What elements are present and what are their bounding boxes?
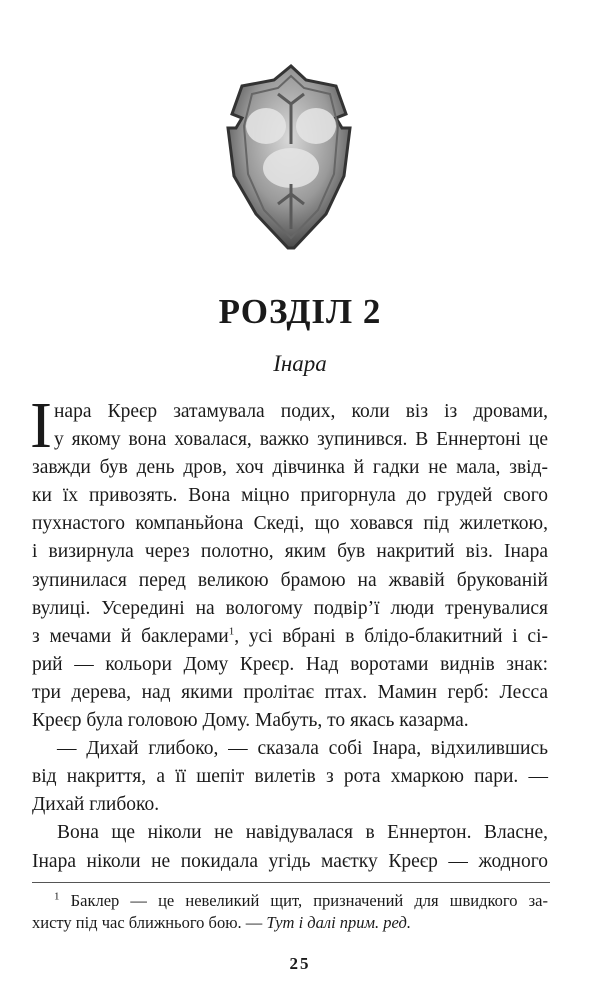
text-line (32, 623, 548, 651)
text-line: і визирнула через полотно, яким був накритий віз. Інара (32, 541, 548, 563)
text-line: від накриття, а її шепіт вилетів з рота хмаркою пари. — (32, 766, 548, 788)
footnote-reference[interactable]: 1 (228, 625, 235, 638)
text-line: Інара ніколи не покидала угідь маєтку Креєр — жодного (32, 850, 548, 872)
text-line: Дихай глибоко. (32, 794, 160, 816)
chapter-title: РОЗДІЛ 2 (218, 292, 382, 331)
text-line: ки їх привозять. Вона міцно пригорнула до грудей свого (32, 485, 548, 507)
text-line: завжди був день дров, хоч дівчинка й гадки не мала, звід- (32, 457, 548, 479)
footnote-editor-note: Тут і далі прим. ред. (266, 913, 411, 932)
footnote-text: Баклер — це невеликий щит, призначений для швидкого за- (70, 891, 548, 910)
footnote-marker: 1 (54, 890, 60, 903)
footnote-line (32, 890, 548, 912)
body-text (30, 389, 548, 876)
shield-emblem-image (218, 64, 364, 250)
text-line: — Дихай глибоко, — сказала собі Інара, відхилившись (57, 738, 548, 760)
text-segment: , усі вбрані в блідо-блакитний і сі- (234, 625, 548, 647)
text-line: нара Креєр затамувала подих, коли віз із дровами, (54, 401, 548, 422)
text-line: пухнастого компаньйона Скеді, що ховався під жилеткою, (32, 513, 548, 535)
text-line: рий — кольори Дому Креєр. Над воротами виднів знак: (32, 653, 548, 675)
footnote-text: хисту під час ближнього бою. — (32, 913, 267, 932)
text-segment: з мечами й баклерами (32, 625, 229, 647)
chapter-subtitle: Інара (273, 351, 327, 376)
text-line: Креєр була головою Дому. Мабуть, то якась казарма. (32, 710, 469, 732)
text-line: вулиці. Усередині на вологому подвір’ї люди тренувалися (32, 597, 548, 619)
footnote (32, 890, 548, 934)
page-number: 25 (289, 954, 311, 973)
footnote-divider (32, 882, 550, 883)
text-line: зупинилася перед великою брамою на жвавій брукованій (32, 569, 548, 591)
drop-cap: І (30, 389, 52, 462)
text-line: три дерева, над якими пролітає птах. Мамин герб: Лесса (32, 681, 548, 703)
footnote-line (32, 912, 548, 934)
text-line: Вона ще ніколи не навідувалася в Еннертон. Власне, (57, 822, 548, 844)
text-line: у якому вона ховалася, важко зупинився. В Еннертоні це (54, 429, 548, 451)
